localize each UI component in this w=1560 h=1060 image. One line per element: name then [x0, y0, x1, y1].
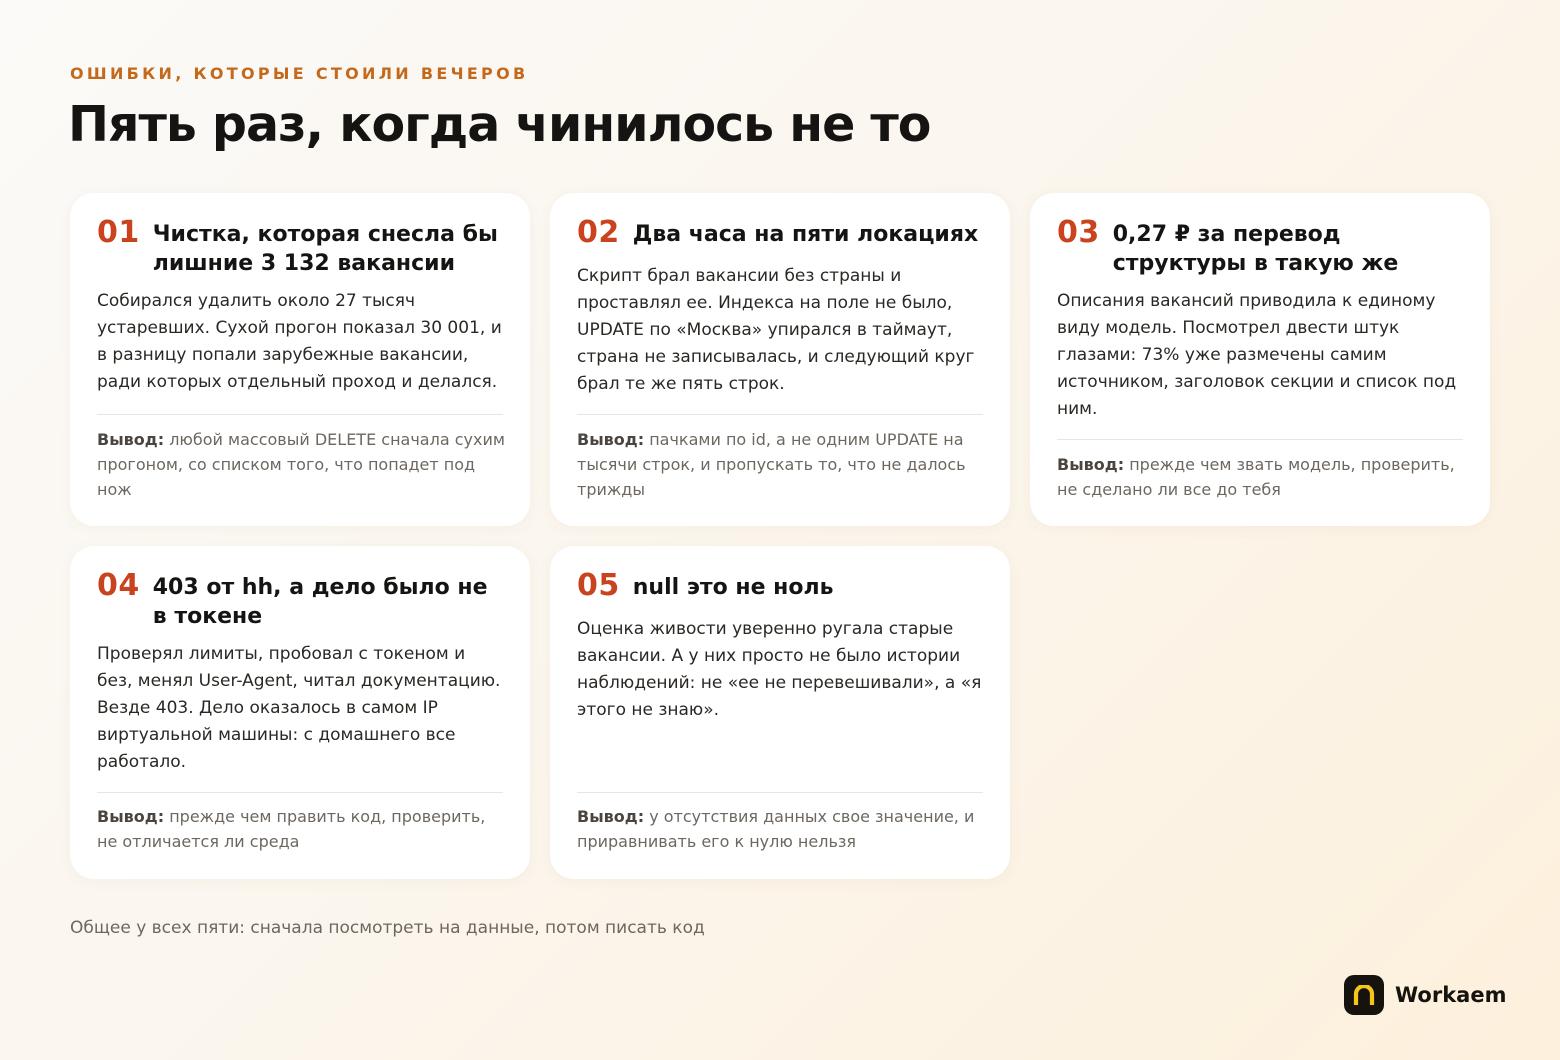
- card-number: 01: [97, 215, 140, 250]
- card-conclusion: [1057, 452, 1470, 502]
- card-divider: [577, 414, 983, 415]
- card-title: 0,27 ₽ за перевод структуры в такую же: [1112, 222, 1399, 276]
- conclusion-label: Вывод:: [97, 807, 165, 826]
- footer-note: Общее у всех пяти: сначала посмотреть на данные, потом писать код: [70, 918, 705, 938]
- card-title: null это не ноль: [632, 575, 834, 600]
- card-header: [577, 566, 983, 606]
- brand-name: Workaem: [1395, 983, 1507, 1007]
- card-title: Чистка, которая снесла бы лишние 3 132 вакансии: [152, 222, 498, 276]
- card-header: [1057, 213, 1463, 278]
- card-number: 03: [1057, 215, 1100, 250]
- page-title: Пять раз, когда чинилось не то: [68, 96, 931, 153]
- conclusion-label: Вывод:: [97, 430, 165, 449]
- mistake-card-02: [550, 193, 1010, 526]
- card-description: Скрипт брал вакансии без страны и проставлял ее. Индекса на поле не было, UPDATE по «Москва» упирался в таймаут, страна не записывалась, и следующий круг брал те же пять строк.: [577, 266, 975, 394]
- conclusion-text: прежде чем звать модель, проверить, не сделано ли все до тебя: [1057, 455, 1455, 499]
- mistake-card-01: [70, 193, 530, 526]
- card-divider: [97, 414, 503, 415]
- workaem-logo-icon: [1344, 975, 1384, 1015]
- card-number: 02: [577, 215, 620, 250]
- card-header: [97, 566, 503, 631]
- card-conclusion: [97, 427, 510, 502]
- card-number: 05: [577, 568, 620, 603]
- card-divider: [97, 792, 503, 793]
- conclusion-text: прежде чем править код, проверить, не отличается ли среда: [97, 807, 486, 851]
- card-title: 403 от hh, а дело было не в токене: [152, 575, 488, 629]
- card-conclusion: [577, 804, 990, 854]
- conclusion-text: пачками по id, а не одним UPDATE на тысячи строк, и пропускать то, что не далось трижды: [577, 430, 966, 499]
- card-conclusion: [577, 427, 990, 502]
- conclusion-label: Вывод:: [577, 807, 645, 826]
- card-header: [97, 213, 503, 278]
- conclusion-text: любой массовый DELETE сначала сухим прогоном, со списком того, что попадет под нож: [97, 430, 505, 499]
- section-kicker: ОШИБКИ, КОТОРЫЕ СТОИЛИ ВЕЧЕРОВ: [70, 64, 529, 83]
- card-description: Проверял лимиты, пробовал с токеном и без, менял User-Agent, читал документацию. Везде 403. Дело оказалось в самом IP виртуальной машины: с домашнего все работало.: [97, 644, 501, 772]
- conclusion-label: Вывод:: [1057, 455, 1125, 474]
- mistake-card-05: [550, 546, 1010, 879]
- card-title: Два часа на пяти локациях: [632, 222, 979, 247]
- card-divider: [1057, 439, 1463, 440]
- card-number: 04: [97, 568, 140, 603]
- conclusion-text: у отсутствия данных свое значение, и приравнивать его к нулю нельзя: [577, 807, 975, 851]
- card-description: Оценка живости уверенно ругала старые вакансии. А у них просто не было истории наблюдений: не «ее не перевешивали», а «я этого не знаю».: [577, 619, 982, 720]
- mistake-card-04: [70, 546, 530, 879]
- card-description: Описания вакансий приводила к единому виду модель. Посмотрел двести штук глазами: 73% уже размечены самим источником, заголовок секции и список под ним.: [1057, 291, 1457, 419]
- card-header: [577, 213, 983, 253]
- card-description: Собирался удалить около 27 тысяч устаревших. Сухой прогон показал 30 001, и в разницу попали зарубежные вакансии, ради которых отдельный проход и делался.: [97, 291, 502, 392]
- mistake-card-03: [1030, 193, 1490, 526]
- card-divider: [577, 792, 983, 793]
- card-conclusion: [97, 804, 510, 854]
- brand: [1344, 975, 1506, 1015]
- conclusion-label: Вывод:: [577, 430, 645, 449]
